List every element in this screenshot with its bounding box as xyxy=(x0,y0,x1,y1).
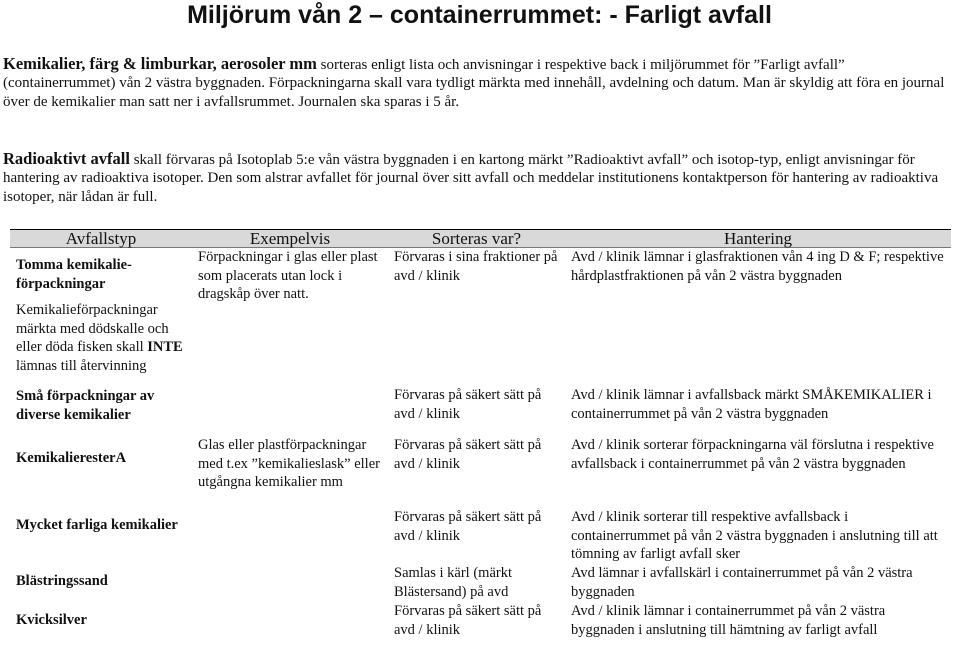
table-row xyxy=(10,564,951,602)
cell-type xyxy=(10,508,192,564)
cell-where: Förvaras på säkert sätt på avd / klinik xyxy=(394,603,542,638)
intro-chemicals xyxy=(3,55,955,111)
header-handling: Hantering xyxy=(565,230,951,248)
cell-handling: Avd / klinik lämnar i containerrummet på vån 2 västra byggnaden i anslutning till hämtning av farligt avfall xyxy=(571,603,886,638)
waste-type: Små förpackningar av diverse kemikalier xyxy=(16,388,155,423)
header-example: Exempelvis xyxy=(192,230,388,248)
intro-radioactive xyxy=(3,150,955,206)
table-row xyxy=(10,602,951,640)
cell-handling: Avd / klinik sorterar förpackningarna väl förslutna i respektive avfallsback i containerrummet på vån 2 västra byggnaden xyxy=(571,437,934,472)
cell-handling: Avd / klinik sorterar till respektive avfallsback i containerrummet på vån 2 västra byggnaden i anslutning till att tömning av farligt avfall sker xyxy=(571,509,938,562)
waste-table xyxy=(10,229,951,640)
waste-type-note xyxy=(16,301,188,375)
cell-type xyxy=(10,386,192,436)
cell-where: Förvaras på säkert sätt på avd / klinik xyxy=(394,509,542,544)
table-row xyxy=(10,436,951,508)
table-row xyxy=(10,248,951,387)
cell-type xyxy=(10,436,192,508)
table-row xyxy=(10,386,951,436)
cell-where: Förvaras i sina fraktioner på avd / klinik xyxy=(394,249,558,284)
intro-radioactive-lead: Radioaktivt avfall xyxy=(3,149,130,168)
cell-where: Förvaras på säkert sätt på avd / klinik xyxy=(394,387,542,422)
cell-example xyxy=(192,602,388,640)
waste-type: KemikalieresterA xyxy=(16,450,127,466)
cell-handling: Avd / klinik lämnar i avfallsback märkt SMÅKEMIKALIER i containerrummet på vån 2 västra byggnaden xyxy=(571,387,932,422)
cell-where: Förvaras på säkert sätt på avd / klinik xyxy=(394,437,542,472)
table-row xyxy=(10,508,951,564)
cell-type xyxy=(10,564,192,602)
cell-handling: Avd / klinik lämnar i glasfraktionen vån 4 ing D & F; respektive hårdplastfraktionen på vån 2 västra byggnaden xyxy=(571,249,944,284)
cell-handling: Avd lämnar i avfallskärl i containerrummet på vån 2 västra byggnaden xyxy=(571,565,913,600)
cell-example xyxy=(192,564,388,602)
note-text: Kemikalieförpackningar märkta med dödskalle och eller döda fisken skall xyxy=(16,302,169,355)
cell-where: Samlas i kärl (märkt Blästersand) på avd xyxy=(394,565,512,600)
waste-type: Mycket farliga kemikalier xyxy=(16,517,178,533)
cell-example: Glas eller plastförpackningar med t.ex ”kemikalieslask” eller utgångna kemikalier mm xyxy=(198,437,380,490)
cell-example: Förpackningar i glas eller plast som placerats utan lock i dragskåp över natt. xyxy=(198,249,378,302)
waste-type: Kvicksilver xyxy=(16,612,87,628)
note-emphasis: INTE xyxy=(147,339,183,355)
intro-chemicals-lead: Kemikalier, färg & limburkar, aerosoler mm xyxy=(3,54,317,73)
header-sorted-where: Sorteras var? xyxy=(388,230,565,248)
header-waste-type: Avfallstyp xyxy=(10,230,192,248)
page-title: Miljörum vån 2 – containerrummet: - Farligt avfall xyxy=(187,1,772,29)
note-text: lämnas till återvinning xyxy=(16,357,147,374)
waste-type: Tomma kemikalie-förpackningar xyxy=(16,257,132,292)
cell-example xyxy=(192,508,388,564)
waste-type: Blästringssand xyxy=(16,573,108,589)
table-header-row xyxy=(10,230,951,248)
cell-example xyxy=(192,386,388,436)
intro-radioactive-text: skall förvaras på Isotoplab 5:e vån västra byggnaden i en kartong märkt ”Radioaktivt avfall” och isotop-typ, enligt anvisningar för hantering av radioaktiva isotoper. Den som alstrar avfallet för journal över sitt avfall och meddelar institutionens kontaktperson för hantering av radioaktiva isotoper, när lådan är full. xyxy=(3,152,939,205)
cell-type xyxy=(10,248,192,387)
intro-chemicals-text: sorteras enligt lista och anvisningar i respektive back i miljörummet för ”Farligt avfall” (containerrummet) vån 2 västra byggnaden. Förpackningarna skall vara tydligt märkta med innehåll, avdelning och datum. Man är skyldig att föra en journal över de kemikalier man satt ner i avfallsrummet. Journalen ska sparas i 5 år. xyxy=(3,57,945,110)
cell-type xyxy=(10,602,192,640)
